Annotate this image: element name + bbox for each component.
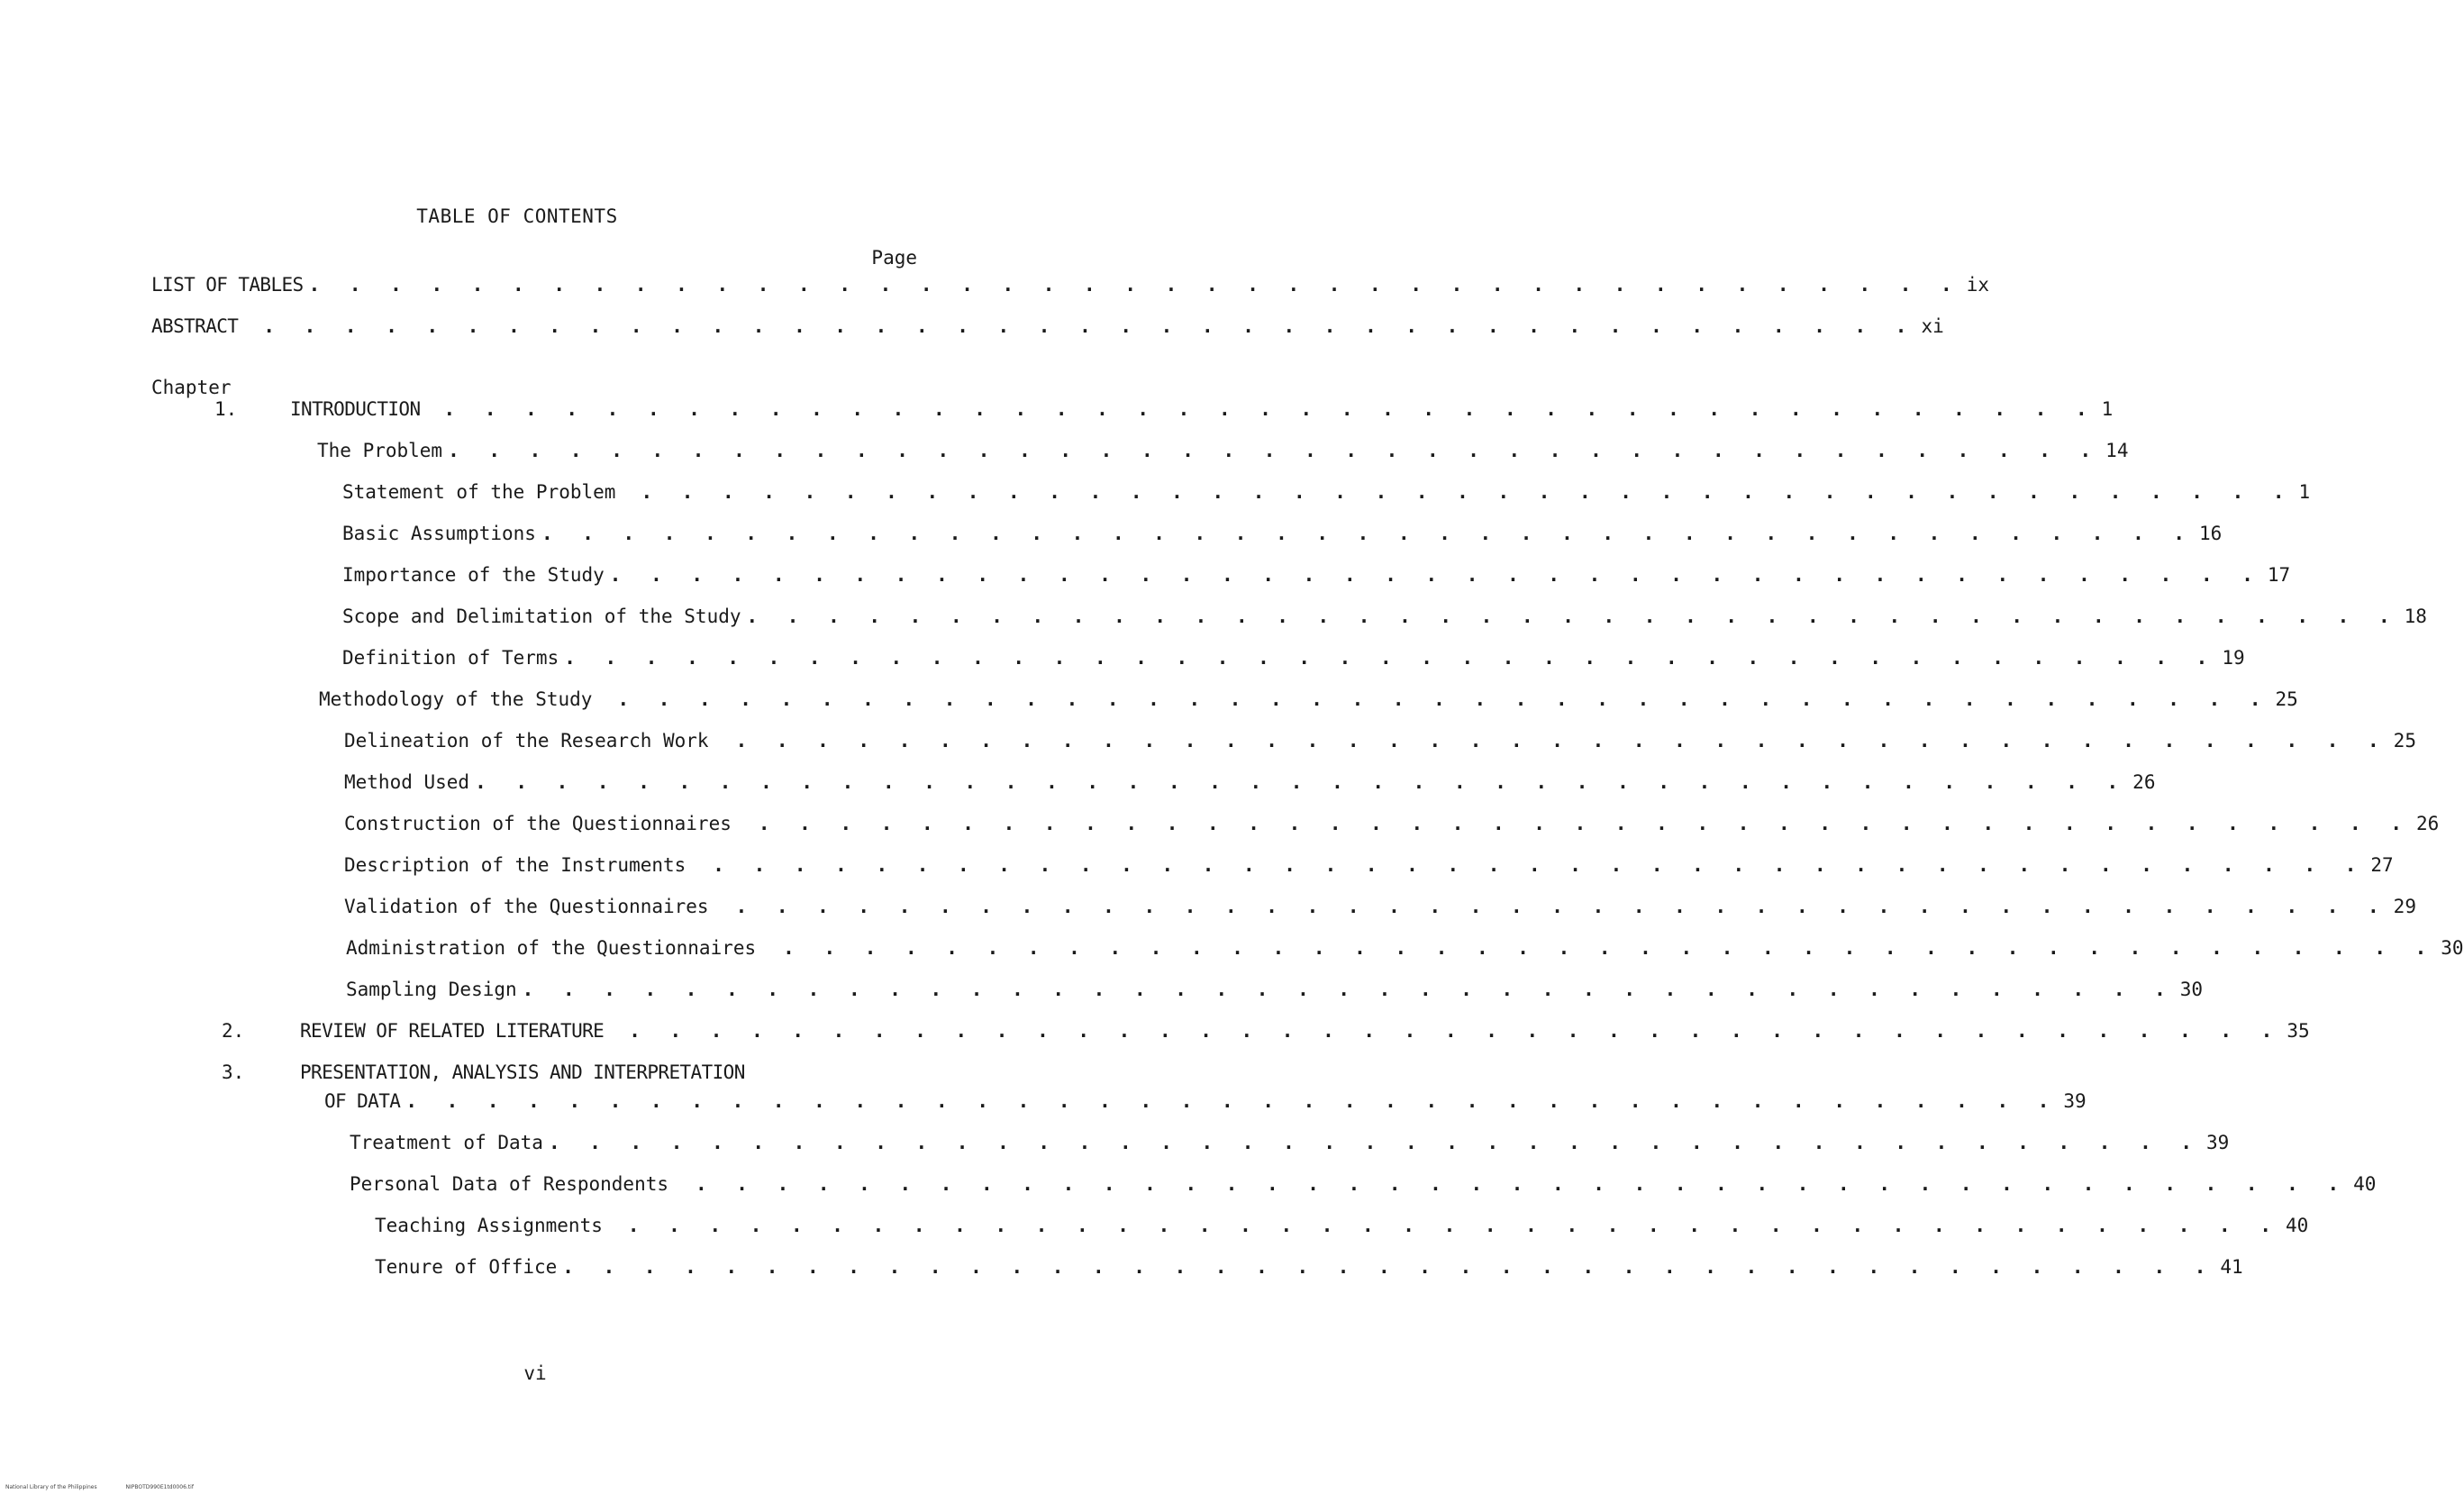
page-folio: vi — [523, 1362, 547, 1384]
toc-entry-page: 29 — [2393, 896, 2416, 917]
dot-leader: . . . . . . . . . . . . . . . . . . . . . . . . . . . . . . . . . . . . . . . . . — [562, 1256, 2215, 1278]
toc-entry[interactable] — [346, 937, 2464, 962]
toc-entry-label-line2: OF DATA — [324, 1090, 401, 1112]
toc-entry[interactable] — [151, 274, 1989, 299]
toc-entry-label: Statement of the Problem — [342, 481, 616, 503]
toc-entry-page: 25 — [2275, 688, 2298, 710]
chapter-number: 1. — [214, 398, 238, 420]
toc-entry[interactable] — [300, 1020, 2310, 1045]
toc-entry-label: Delineation of the Research Work — [344, 730, 709, 752]
toc-entry[interactable] — [344, 896, 2416, 921]
toc-entry-page: 18 — [2404, 606, 2427, 627]
toc-entry-label: REVIEW OF RELATED LITERATURE — [300, 1020, 605, 1042]
scan-footer — [5, 1484, 221, 1490]
toc-entry-page: 1 — [2298, 481, 2311, 503]
chapter-number: 2. — [222, 1020, 245, 1042]
toc-entry-page: 14 — [2105, 440, 2129, 461]
dot-leader: . . . . . . . . . . . . . . . . . . . . . . . . . . . . . . . . . . . . . . . . . — [564, 647, 2217, 669]
footer-file: NIPBOTD990E1td0006.tif — [125, 1484, 194, 1490]
toc-entry[interactable] — [344, 771, 2156, 797]
footer-library: National Library of the Philippines — [5, 1484, 97, 1490]
toc-entry-label: Construction of the Questionnaires — [344, 813, 732, 834]
toc-entry-label: ABSTRACT — [151, 315, 239, 337]
chapter-heading: Chapter — [151, 377, 232, 398]
toc-entry-label: Method Used — [344, 771, 470, 793]
toc-entry[interactable] — [342, 523, 2223, 548]
toc-entry[interactable] — [342, 606, 2427, 631]
toc-entry[interactable] — [375, 1256, 2243, 1281]
toc-entry-label: The Problem — [317, 440, 443, 461]
dot-leader: . . . . . . . . . . . . . . . . . . . . . . . . . . . . . . . . . . . . . . . . . — [609, 564, 2262, 586]
toc-entry-label: Basic Assumptions — [342, 523, 536, 544]
toc-entry-page: 19 — [2222, 647, 2245, 669]
toc-entry[interactable] — [350, 1173, 2377, 1198]
dot-leader: . . . . . . . . . . . . . . . . . . . . . . . . . . . . . . . . . . . . . . . . . — [746, 606, 2399, 627]
dot-leader: . . . . . . . . . . . . . . . . . . . . . . . . . . . . . . . . . . . . . . . . . — [308, 274, 1961, 296]
dot-leader: . . . . . . . . . . . . . . . . . . . . . . . . . . . . . . . . . . . . . . . . . — [641, 481, 2294, 503]
toc-entry-page: ix — [1966, 274, 1989, 296]
toc-entry-label: Teaching Assignments — [375, 1215, 603, 1236]
dot-leader: . . . . . . . . . . . . . . . . . . . . . . . . . . . . . . . . . . . . . . . . . — [263, 315, 1916, 337]
toc-entry[interactable] — [290, 398, 2114, 424]
dot-leader: . . . . . . . . . . . . . . . . . . . . . . . . . . . . . . . . . . . . . . . . . — [627, 1215, 2280, 1236]
toc-entry[interactable] — [342, 481, 2311, 506]
dot-leader: . . . . . . . . . . . . . . . . . . . . . . . . . . . . . . . . . . . . . . . . . — [541, 523, 2195, 544]
dot-leader: . . . . . . . . . . . . . . . . . . . . . . . . . . . . . . . . . . . . . . . . . — [548, 1132, 2202, 1153]
dot-leader: . . . . . . . . . . . . . . . . . . . . . . . . . . . . . . . . . . . . . . . . . — [448, 440, 2101, 461]
chapter-number: 3. — [222, 1061, 245, 1083]
toc-entry-page: 39 — [2206, 1132, 2230, 1153]
toc-entry-page: 30 — [2179, 979, 2204, 1000]
dot-leader: . . . . . . . . . . . . . . . . . . . . . . . . . . . . . . . . . . . . . . . . . — [629, 1020, 2282, 1042]
toc-entry-page: 40 — [2353, 1173, 2377, 1195]
toc-entry-page: 27 — [2370, 854, 2394, 876]
toc-entry[interactable] — [344, 730, 2416, 755]
toc-entry-page: 16 — [2199, 523, 2223, 544]
toc-entry-label: Description of the Instruments — [344, 854, 686, 876]
toc-entry-label: Personal Data of Respondents — [350, 1173, 669, 1195]
toc-entry-label-line1: PRESENTATION, ANALYSIS AND INTERPRETATION — [300, 1061, 745, 1083]
toc-entry-label: Importance of the Study — [342, 564, 605, 586]
toc-entry-label: Administration of the Questionnaires — [346, 937, 757, 959]
toc-entry-label: Scope and Delimitation of the Study — [342, 606, 741, 627]
toc-entry-page: 30 — [2441, 937, 2464, 959]
toc-entry[interactable] — [346, 979, 2204, 1004]
toc-entry-page: 39 — [2063, 1090, 2087, 1112]
toc-entry-page: 26 — [2415, 813, 2440, 834]
toc-entry[interactable] — [342, 647, 2245, 672]
toc-entry[interactable] — [375, 1215, 2309, 1240]
toc-entry-label: LIST OF TABLES — [151, 274, 304, 296]
dot-leader: . . . . . . . . . . . . . . . . . . . . . . . . . . . . . . . . . . . . . . . . . — [405, 1090, 2059, 1112]
toc-entry-label: Sampling Design — [346, 979, 517, 1000]
toc-entry[interactable] — [350, 1132, 2230, 1157]
toc-entry-page: xi — [1921, 315, 1944, 337]
toc-entry[interactable] — [317, 440, 2129, 465]
toc-entry-page: 40 — [2285, 1215, 2309, 1236]
dot-leader: . . . . . . . . . . . . . . . . . . . . . . . . . . . . . . . . . . . . . . . . . — [713, 854, 2366, 876]
dot-leader: . . . . . . . . . . . . . . . . . . . . . . . . . . . . . . . . . . . . . . . . . — [735, 896, 2388, 917]
toc-entry-label: Definition of Terms — [342, 647, 559, 669]
toc-entry-page: 17 — [2267, 564, 2291, 586]
dot-leader: . . . . . . . . . . . . . . . . . . . . . . . . . . . . . . . . . . . . . . . . . — [522, 979, 2175, 1000]
toc-entry-label: Validation of the Questionnaires — [344, 896, 709, 917]
dot-leader: . . . . . . . . . . . . . . . . . . . . . . . . . . . . . . . . . . . . . . . . . — [783, 937, 2436, 959]
toc-entry[interactable] — [344, 813, 2440, 838]
toc-entry-page: 41 — [2220, 1256, 2243, 1278]
toc-entry[interactable] — [344, 854, 2394, 879]
toc-entry-label: Treatment of Data — [350, 1132, 543, 1153]
dot-leader: . . . . . . . . . . . . . . . . . . . . . . . . . . . . . . . . . . . . . . . . . — [443, 398, 2096, 420]
page-column-heading: Page — [871, 247, 917, 269]
toc-entry-label: Methodology of the Study — [319, 688, 593, 710]
dot-leader: . . . . . . . . . . . . . . . . . . . . . . . . . . . . . . . . . . . . . . . . . — [735, 730, 2388, 752]
toc-entry[interactable] — [151, 315, 1944, 341]
toc-entry-page: 25 — [2393, 730, 2416, 752]
page-title: TABLE OF CONTENTS — [416, 205, 618, 227]
toc-entry[interactable] — [324, 1090, 2087, 1116]
toc-entry-label: Tenure of Office — [375, 1256, 558, 1278]
dot-leader: . . . . . . . . . . . . . . . . . . . . . . . . . . . . . . . . . . . . . . . . . — [617, 688, 2270, 710]
toc-entry-page: 1 — [2101, 398, 2114, 420]
toc-entry-page: 35 — [2287, 1020, 2310, 1042]
dot-leader: . . . . . . . . . . . . . . . . . . . . . . . . . . . . . . . . . . . . . . . . . — [475, 771, 2128, 793]
toc-entry-page: 26 — [2132, 771, 2156, 793]
dot-leader: . . . . . . . . . . . . . . . . . . . . . . . . . . . . . . . . . . . . . . . . . — [758, 813, 2411, 834]
toc-entry[interactable] — [342, 564, 2291, 589]
dot-leader: . . . . . . . . . . . . . . . . . . . . . . . . . . . . . . . . . . . . . . . . . — [696, 1173, 2349, 1195]
toc-entry[interactable] — [319, 688, 2298, 714]
toc-entry-label: INTRODUCTION — [290, 398, 421, 420]
